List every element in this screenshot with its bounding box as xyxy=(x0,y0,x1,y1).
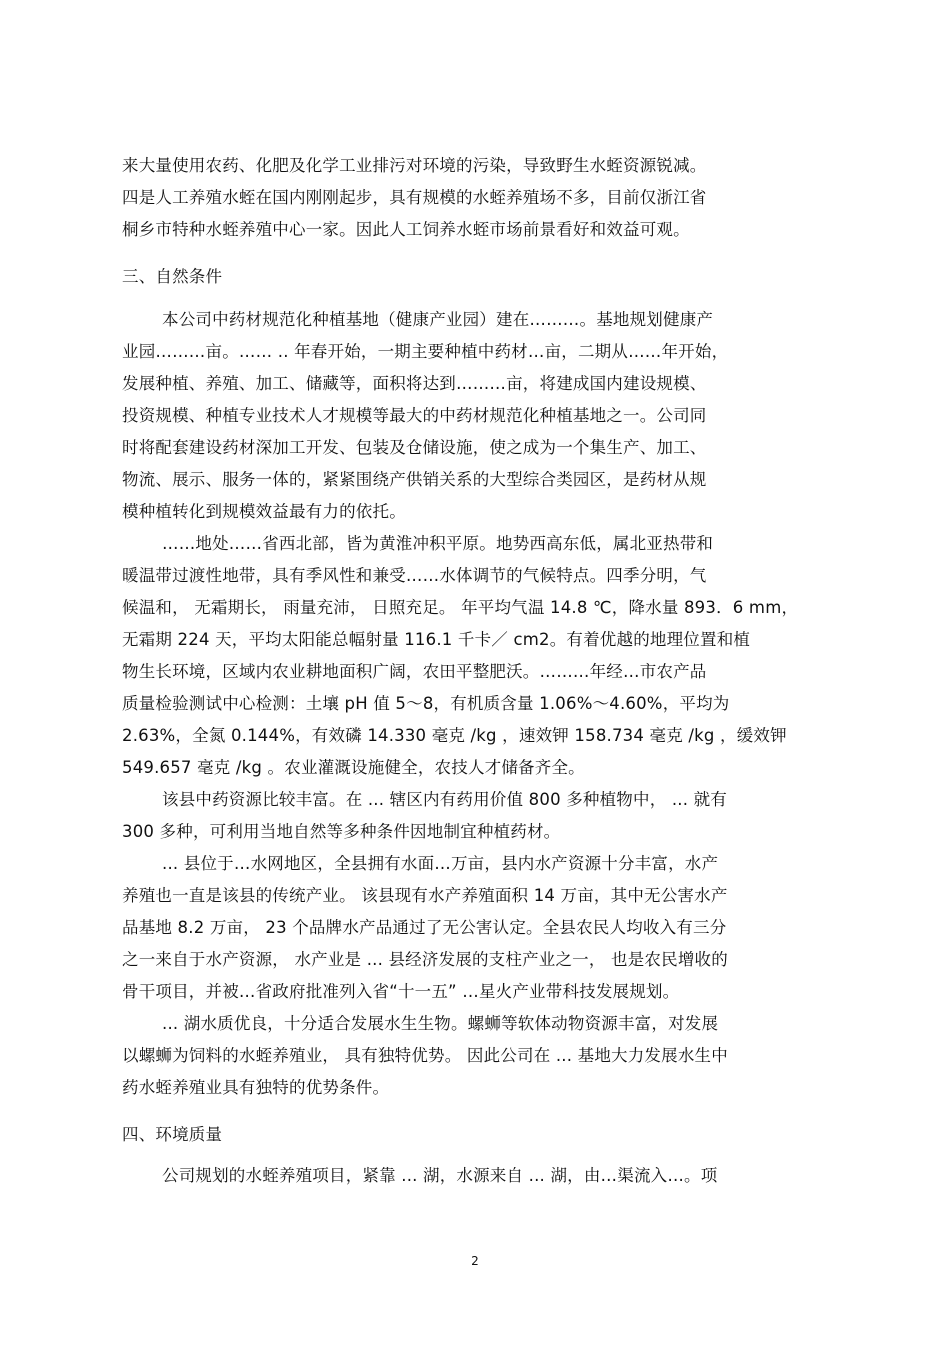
paragraph-line: 候温和， 无霜期长， 雨量充沛， 日照充足。 年平均气温 14.8 ℃，降水量 893．6 mm， xyxy=(122,598,799,617)
paragraph-line: 发展种植、养殖、加工、储藏等，面积将达到………亩，将建成国内建设规模、 xyxy=(122,374,707,393)
paragraph-line: 桐乡市特种水蛭养殖中心一家。因此人工饲养水蛭市场前景看好和效益可观。 xyxy=(122,220,690,239)
paragraph-line: 模种植转化到规模效益最有力的依托。 xyxy=(122,502,406,521)
paragraph-line: 该县中药资源比较丰富。在 ... 辖区内有药用价值 800 多种植物中， ... 就有 xyxy=(162,790,728,809)
paragraph-line: 质量检验测试中心检测：土壤 pH 值 5～8，有机质含量 1.06%～4.60%，平均为 xyxy=(122,694,730,713)
paragraph-line: 之一来自于水产资源， 水产业是 ... 县经济发展的支柱产业之一， 也是农民增收的 xyxy=(122,950,728,969)
paragraph-line: 300 多种，可利用当地自然等多种条件因地制宜种植药材。 xyxy=(122,822,561,841)
paragraph-line: 时将配套建设药材深加工开发、包装及仓储设施，使之成为一个集生产、加工、 xyxy=(122,438,707,457)
paragraph-line: 本公司中药材规范化种植基地（健康产业园）建在………。基地规划健康产 xyxy=(162,310,714,329)
paragraph-line: 品基地 8.2 万亩， 23 个品牌水产品通过了无公害认定。全县农民人均收入有三分 xyxy=(122,918,727,937)
paragraph-line: 549.657 毫克 /kg 。农业灌溉设施健全，农技人才储备齐全。 xyxy=(122,758,585,777)
page-number: 2 xyxy=(471,1254,479,1268)
paragraph-line: 暖温带过渡性地带，具有季风性和兼受……水体调节的气候特点。四季分明，气 xyxy=(122,566,707,585)
paragraph-line: 养殖也一直是该县的传统产业。 该县现有水产养殖面积 14 万亩，其中无公害水产 xyxy=(122,886,728,905)
section-heading: 四、环境质量 xyxy=(122,1125,223,1144)
paragraph-line: ... 县位于…水网地区，全县拥有水面…万亩，县内水产资源十分丰富，水产 xyxy=(162,854,719,873)
paragraph-line: ……地处……省西北部，皆为黄淮冲积平原。地势西高东低，属北亚热带和 xyxy=(162,534,714,553)
paragraph-line: 四是人工养殖水蛭在国内刚刚起步，具有规模的水蛭养殖场不多，目前仅浙江省 xyxy=(122,188,707,207)
paragraph-line: ... 湖水质优良，十分适合发展水生生物。螺蛳等软体动物资源丰富，对发展 xyxy=(162,1014,719,1033)
paragraph-line: 药水蛭养殖业具有独特的优势条件。 xyxy=(122,1078,390,1097)
paragraph-line: 投资规模、种植专业技术人才规模等最大的中药材规范化种植基地之一。公司同 xyxy=(122,406,707,425)
paragraph-line: 无霜期 224 天，平均太阳能总幅射量 116.1 千卡／ cm2。有着优越的地理位置和植 xyxy=(122,630,751,649)
paragraph-line: 公司规划的水蛭养殖项目，紧靠 ... 湖，水源来自 ... 湖，由…渠流入…。项 xyxy=(162,1166,718,1185)
section-heading: 三、自然条件 xyxy=(122,267,223,286)
paragraph-line: 以螺蛳为饲料的水蛭养殖业， 具有独特优势。 因此公司在 ... 基地大力发展水生中 xyxy=(122,1046,728,1065)
paragraph-line: 骨干项目，并被…省政府批准列入省“十一五” …星火产业带科技发展规划。 xyxy=(122,982,680,1001)
paragraph-line: 物生长环境，区域内农业耕地面积广阔，农田平整肥沃。………年经…市农产品 xyxy=(122,662,707,681)
paragraph-line: 业园………亩。…… .. 年春开始，一期主要种植中药材…亩，二期从……年开始， xyxy=(122,342,729,361)
paragraph-line: 2.63%，全氮 0.144%，有效磷 14.330 毫克 /kg ，速效钾 158.734 毫克 /kg ，缓效钾 xyxy=(122,726,787,745)
paragraph-line: 物流、展示、服务一体的，紧紧围绕产供销关系的大型综合类园区，是药材从规 xyxy=(122,470,707,489)
paragraph-line: 来大量使用农药、化肥及化学工业排污对环境的污染，导致野生水蛭资源锐减。 xyxy=(122,156,707,175)
